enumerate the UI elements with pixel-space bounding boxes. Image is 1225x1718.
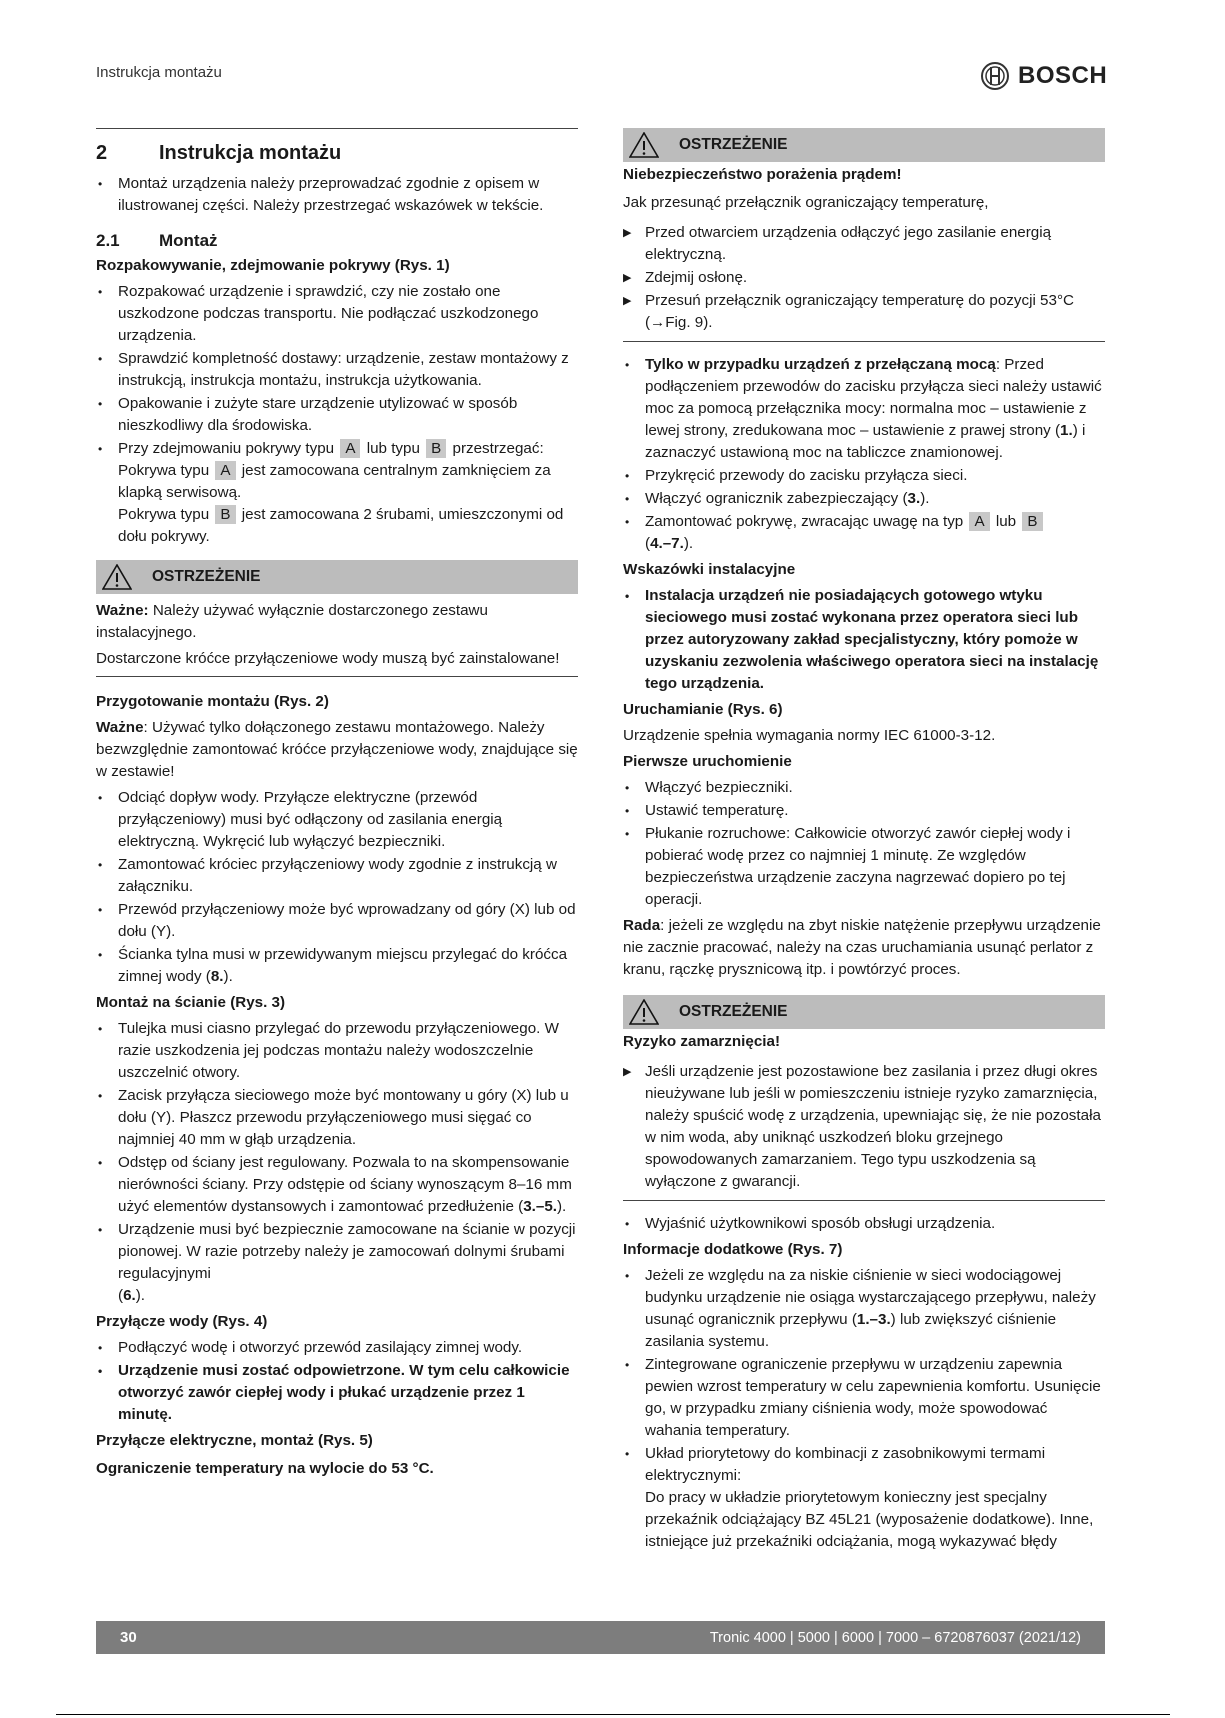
electric-heading: Przyłącze elektryczne, montaż (Rys. 5)	[96, 1432, 373, 1449]
section-heading	[96, 129, 578, 169]
tip-text	[623, 915, 1105, 981]
warning-body	[96, 594, 578, 677]
item-text: ).	[556, 1198, 567, 1215]
tip-bold: Rada	[623, 917, 661, 934]
item-text: Układ priorytetowy do kombinacji z zasobnikowymi termami elektrycznymi:	[645, 1445, 1046, 1484]
shock-intro: Jak przesunąć przełącznik ograniczający temperaturę,	[623, 194, 989, 211]
cover-text: jest zamocowana centralnym zamknięciem za klapką serwisową.	[118, 462, 551, 501]
left-column	[96, 128, 578, 1480]
list-item: • Płukanie rozruchowe: Całkowicie otworzyć zawór ciepłej wody i pobierać wodę przez co najmniej 1 minutę. Ze względów bezpieczeństwa urządzenie zaczyna nagrzewać dopiero po tej operacji.	[623, 823, 1105, 911]
list-item	[623, 1265, 1105, 1353]
item-text: Odstęp od ściany jest regulowany. Pozwala to na skompensowanie nierówności ściany. Przy odstępie od ściany wynoszącym 8–16 mm użyć elementów dystansowych i zamontować przedłużenie (	[118, 1154, 572, 1215]
warning-label: OSTRZEŻENIE	[679, 136, 788, 153]
cover-text: lub typu	[366, 440, 420, 457]
shock-heading: Niebezpieczeństwo porażenia prądem!	[623, 166, 902, 183]
warning-label: OSTRZEŻENIE	[152, 568, 261, 585]
list-item: • Przewód przyłączeniowy może być wprowadzany od góry (X) lub od dołu (Y).	[96, 899, 578, 943]
item-bold: Tylko w przypadku urządzeń z przełączaną mocą	[645, 356, 996, 373]
item-text: Ścianka tylna musi w przewidywanym miejscu przylegać do króćca zimnej wody (	[118, 946, 568, 985]
cover-text: Pokrywa typu	[118, 506, 210, 523]
item-text: ) lub zwiększyć ciśnienie zasilania systemu.	[645, 1311, 1057, 1350]
running-header: Instrukcja montażu	[96, 64, 222, 81]
page-footer	[96, 1621, 1105, 1654]
step-ref: 1.–3.	[856, 1311, 891, 1328]
cover-type-badge: B	[1022, 512, 1042, 531]
list-item: • Przykręcić przewody do zacisku przyłącza sieci.	[623, 465, 1105, 487]
list-item: ▶ Zdejmij osłonę.	[623, 267, 1105, 289]
section-title: Instrukcja montażu	[159, 142, 342, 164]
cover-type-badge: B	[426, 439, 446, 458]
page-number: 30	[120, 1629, 137, 1646]
wall-heading: Montaż na ścianie (Rys. 3)	[96, 994, 286, 1011]
list-item	[623, 488, 1105, 510]
list-item: ▶ Przesuń przełącznik ograniczający temperaturę do pozycji 53°C (→Fig. 9).	[623, 290, 1105, 334]
list-item: • Sprawdzić kompletność dostawy: urządzenie, zestaw montażowy z instrukcją, instrukcja montażu, instrukcja użytkowania.	[96, 348, 578, 392]
page-bottom-rule	[56, 1714, 1170, 1715]
subsection-title: Montaż	[159, 231, 218, 250]
wall-list	[96, 1018, 578, 1307]
info-heading: Informacje dodatkowe (Rys. 7)	[623, 1241, 843, 1258]
section-number: 2	[96, 142, 108, 164]
explain-list	[623, 1213, 1105, 1235]
info-list	[623, 1265, 1105, 1553]
item-text: ).	[920, 490, 930, 507]
list-item: • Zintegrowane ograniczenie przepływu w urządzeniu zapewnia pewien wzrost temperatury w celu zapewnienia komfortu. Usunięcie go, w przypadku zmiany ciśnienia wody, może spowodować wahania temperatury.	[623, 1354, 1105, 1442]
list-item: ▶ Jeśli urządzenie jest pozostawione bez zasilania i przez długi okres nieużywane lub jeśli w pomieszczeniu istnieje ryzyko zamarznięcia, należy spuścić wodę z urządzenia, upewniając się, że nie pozostała w nim woda, aby uniknąć uszkodzeń bloku grzejnego spowodowanych zamarzaniem. Tego typu uszkodzenia są wyłączone z gwarancji.	[623, 1061, 1105, 1193]
water-heading: Przyłącze wody (Rys. 4)	[96, 1313, 268, 1330]
list-item: • Rozpakować urządzenie i sprawdzić, czy nie zostało one uszkodzone podczas transportu. Nie podłączać uszkodzonego urządzenia.	[96, 281, 578, 347]
list-item: • Zacisk przyłącza sieciowego może być montowany u góry (X) lub u dołu (Y). Płaszcz przewodu przyłączeniowego musi sięgać co najmniej 40 mm w głąb urządzenia.	[96, 1085, 578, 1151]
shock-steps	[623, 222, 1105, 334]
warning-label: OSTRZEŻENIE	[679, 1003, 788, 1020]
step-ref: 3.	[907, 490, 921, 507]
list-item: • Włączyć bezpieczniki.	[623, 777, 1105, 799]
cover-text: jest zamocowana 2 śrubami, umieszczonymi od dołu pokrywy.	[118, 506, 564, 545]
list-item	[96, 438, 578, 548]
frost-steps	[623, 1061, 1105, 1193]
prep-list	[96, 787, 578, 988]
step-ref: 6.	[123, 1287, 136, 1304]
list-item: • Ustawić temperaturę.	[623, 800, 1105, 822]
tip-body: : jeżeli ze względu na zbyt niskie natężenie przepływu urządzenie nie zacznie pracować, należy na czas uruchamiania usunąć perlator z kranu, rączkę prysznicową itp. i powtórzyć proces.	[623, 917, 1101, 978]
item-text: ).	[223, 968, 233, 985]
list-item: • Urządzenie musi być bezpiecznie zamocowane na ścianie w pozycji pionowej. W razie potrzeby należy je zamocowań dolnymi śrubami regulacyjnymi (6.).	[96, 1219, 578, 1307]
prep-note	[96, 717, 578, 783]
brand-name: BOSCH	[1018, 62, 1108, 89]
first-start-heading: Pierwsze uruchomienie	[623, 753, 792, 770]
first-start-list	[623, 777, 1105, 911]
list-item: • Opakowanie i zużyte stare urządzenie utylizować w sposób nieszkodliwy dla środowiska.	[96, 393, 578, 437]
brand-logo	[980, 60, 1107, 92]
warning-bold: Ważne:	[96, 602, 149, 619]
right-column	[623, 128, 1105, 1554]
startup-text: Urządzenie spełnia wymagania normy IEC 61000-3-12.	[623, 727, 996, 744]
intro-list	[96, 173, 578, 217]
document-info: Tronic 4000 | 5000 | 6000 | 7000 – 6720876037 (2021/12)	[709, 1629, 1081, 1646]
install-steps	[623, 354, 1105, 555]
warning-triangle-icon	[623, 132, 665, 158]
warning-box	[623, 995, 1105, 1029]
frost-heading: Ryzyko zamarznięcia!	[623, 1033, 781, 1050]
warning-text	[96, 600, 578, 644]
subsection-number: 2.1	[96, 231, 120, 250]
list-item	[623, 1443, 1105, 1553]
bosch-armature-icon	[980, 61, 1010, 91]
cover-type-badge: B	[215, 505, 235, 524]
list-item	[96, 1152, 578, 1218]
list-item: • Tulejka musi ciasno przylegać do przewodu przyłączeniowego. W razie uszkodzenia jej podczas montażu należy wodoszczelnie uszczelnić otwory.	[96, 1018, 578, 1084]
subsection-heading	[96, 229, 578, 253]
warning-box	[623, 128, 1105, 162]
item-text: Do pracy w układzie priorytetowym konieczny jest specjalny przekaźnik odciążający BZ 45L21 (wyposażenie dodatkowe). Inne, istniejące już przekaźniki odciążania, mogą wykazywać błędy	[645, 1489, 1094, 1550]
list-item: • Urządzenie musi zostać odpowietrzone. W tym celu całkowicie otworzyć zawór ciepłej wody i płukać urządzenie przez 1 minutę.	[96, 1360, 578, 1426]
list-item: ▶ Przed otwarciem urządzenia odłączyć jego zasilanie energią elektryczną.	[623, 222, 1105, 266]
item-text: Zamontować pokrywę, zwracając uwagę na typ	[645, 513, 964, 530]
install-heading: Wskazówki instalacyjne	[623, 561, 796, 578]
cover-type-badge: A	[340, 439, 360, 458]
list-item: • Podłączyć wodę i otworzyć przewód zasilający zimnej wody.	[96, 1337, 578, 1359]
item-text: ).	[683, 535, 694, 552]
list-item: • Montaż urządzenia należy przeprowadzać zgodnie z opisem w ilustrowanej części. Należy przestrzegać wskazówek w tekście.	[96, 173, 578, 217]
frost-warning-body	[623, 1031, 1105, 1201]
step-ref: 3.–5.	[523, 1198, 557, 1215]
list-item	[96, 944, 578, 988]
unpack-list	[96, 281, 578, 548]
item-text: Włączyć ogranicznik zabezpieczający (	[645, 490, 908, 507]
warning-triangle-icon	[623, 999, 665, 1025]
temperature-heading: Ograniczenie temperatury na wylocie do 53 °C.	[96, 1460, 434, 1477]
unpack-heading: Rozpakowywanie, zdejmowanie pokrywy (Rys. 1)	[96, 257, 450, 274]
item-text: Jeżeli ze względu na za niskie ciśnienie w sieci wodociągowej budynku urządzenie nie osiąga wystarczającego przepływu, należy usunąć ogranicznik przepływu (	[645, 1267, 1096, 1328]
cover-text: przestrzegać:	[452, 440, 544, 457]
warning-box	[96, 560, 578, 594]
item-text: ) i zaznaczyć ustawioną moc na tabliczce znamionowej.	[645, 422, 1086, 461]
warning-sentence: Należy używać wyłącznie dostarczonego zestawu instalacyjnego.	[96, 602, 488, 641]
warning-triangle-icon	[96, 564, 138, 590]
item-text: Urządzenie musi być bezpiecznie zamocowane na ścianie w pozycji pionowej. W razie potrzeby należy je zamocowań dolnymi śrubami regulacyjnymi	[118, 1221, 576, 1282]
item-text: : Przed podłączeniem przewodów do zacisku przyłącza sieci należy ustawić moc za pomocą przełącznika mocy: normalna moc – ustawienie z lewej strony, zredukowana moc – ustawienie z prawej strony (	[645, 356, 1102, 439]
step-ref: 1.	[1060, 422, 1073, 439]
list-item: • Odciąć dopływ wody. Przyłącze elektryczne (przewód przyłączeniowy) musi być odłączony od zasilania energią elektryczną. Wykręcić lub wyłączyć bezpieczniki.	[96, 787, 578, 853]
list-item: • Zamontować pokrywę, zwracając uwagę na typ A lub B (4.–7.).	[623, 511, 1105, 555]
list-item: • Instalacja urządzeń nie posiadających gotowego wtyku sieciowego musi zostać wykonana przez operatora sieci lub przez autoryzowany zakład specjalistyczny, który pomoże w uzyskaniu zezwolenia właściwego operatora sieci na instalację tego urządzenia.	[623, 585, 1105, 695]
cover-text: Pokrywa typu	[118, 462, 210, 479]
item-text: lub	[995, 513, 1017, 530]
shock-warning-body	[623, 164, 1105, 342]
cover-type-badge: A	[215, 461, 235, 480]
list-item	[623, 354, 1105, 464]
startup-heading: Uruchamianie (Rys. 6)	[623, 701, 783, 718]
list-item: • Wyjaśnić użytkownikowi sposób obsługi urządzenia.	[623, 1213, 1105, 1235]
cover-type-badge: A	[969, 512, 989, 531]
prep-note-text: : Używać tylko dołączonego zestawu montażowego. Należy bezwzględnie zamontować króćce przyłączeniowe wody, znajdujące się w zestawie!	[96, 719, 578, 780]
water-list	[96, 1337, 578, 1426]
prep-heading: Przygotowanie montażu (Rys. 2)	[96, 693, 329, 710]
list-item: • Zamontować króciec przyłączeniowy wody zgodnie z instrukcją w załączniku.	[96, 854, 578, 898]
step-ref: 4.–7.	[650, 535, 684, 552]
install-notes	[623, 585, 1105, 695]
prep-note-bold: Ważne	[96, 719, 144, 736]
cover-text: Przy zdejmowaniu pokrywy typu	[118, 440, 335, 457]
warning-text: Dostarczone króćce przyłączeniowe wody muszą być zainstalowane!	[96, 648, 578, 677]
step-ref: 8.	[210, 968, 224, 985]
